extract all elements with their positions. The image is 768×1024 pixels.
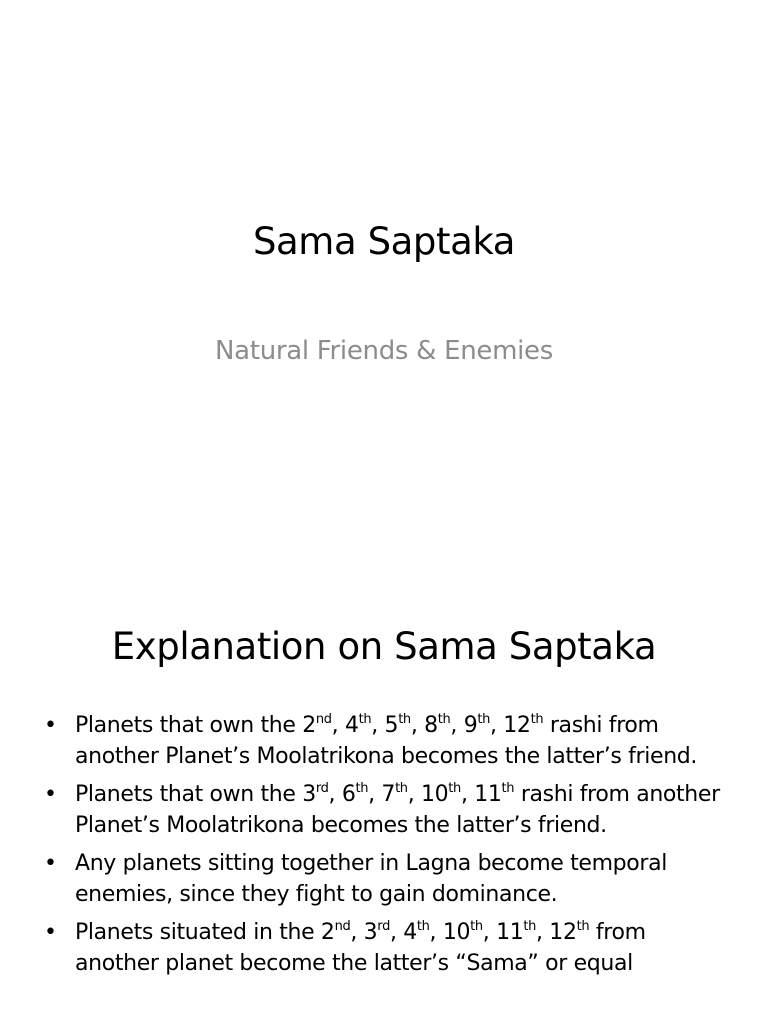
ordinal-suffix: th [395,781,408,796]
slide-title: Sama Saptaka [252,220,516,263]
bullet-text: , 9 [450,713,478,738]
content-slide-title: Explanation on Sama Saptaka [111,625,657,668]
bullet-text: rashi from another Planet’s Moolatrikona becomes the latter’s friend. [75,713,698,769]
bullet-marker: • [44,782,57,807]
ordinal-suffix: th [576,919,590,934]
ordinal-suffix: th [398,712,411,727]
ordinal-suffix: th [448,781,461,796]
ordinal-suffix: rd [377,919,390,934]
bullet-text: , 8 [410,713,438,738]
bullet-text: , 7 [368,782,396,807]
ordinal-suffix: th [530,712,544,727]
bullet-text: Planets that own the 2 [75,713,316,738]
bullet-text: , 3 [350,920,378,945]
bullet-marker: • [44,851,57,876]
bullet-text: from another planet become the latter’s “Sama” or equal [75,920,646,976]
ordinal-suffix: th [523,919,537,934]
bullet-text: , 5 [371,713,399,738]
ordinal-suffix: th [358,712,372,727]
bullet-text: , 11 [482,920,524,945]
slide-subtitle: Natural Friends & Enemies [215,336,553,366]
bullet-text: , 4 [331,713,359,738]
bullet-item [44,710,734,772]
ordinal-suffix: nd [315,712,332,727]
bullet-item [44,779,734,841]
ordinal-suffix: th [477,712,490,727]
bullet-text: rashi from another Planet’s Moolatrikona becomes the latter’s friend. [75,782,720,838]
bullet-text: , 10 [407,782,449,807]
content-slide [0,576,768,1024]
bullet-text: Planets situated in the 2 [75,920,335,945]
bullet-text: , 6 [328,782,356,807]
bullet-item [44,917,734,979]
bullet-text: , 10 [429,920,471,945]
ordinal-suffix: rd [315,781,329,796]
ordinal-suffix: nd [334,919,351,934]
ordinal-suffix: th [501,781,515,796]
bullet-text: , 12 [536,920,577,945]
bullet-text: , 11 [460,782,502,807]
bullet-text: , 12 [489,713,531,738]
ordinal-suffix: th [470,919,483,934]
bullet-text: Any planets sitting together in Lagna become temporal enemies, since they fight to gain dominance. [75,851,667,907]
bullet-marker: • [44,713,57,738]
bullet-marker: • [44,920,57,945]
bullet-text: Planets that own the 3 [75,782,316,807]
bullet-text: , 4 [389,920,417,945]
ordinal-suffix: th [416,919,430,934]
ordinal-suffix: th [355,781,369,796]
bullet-list [44,710,734,986]
ordinal-suffix: th [437,712,451,727]
bullet-item [44,848,734,910]
